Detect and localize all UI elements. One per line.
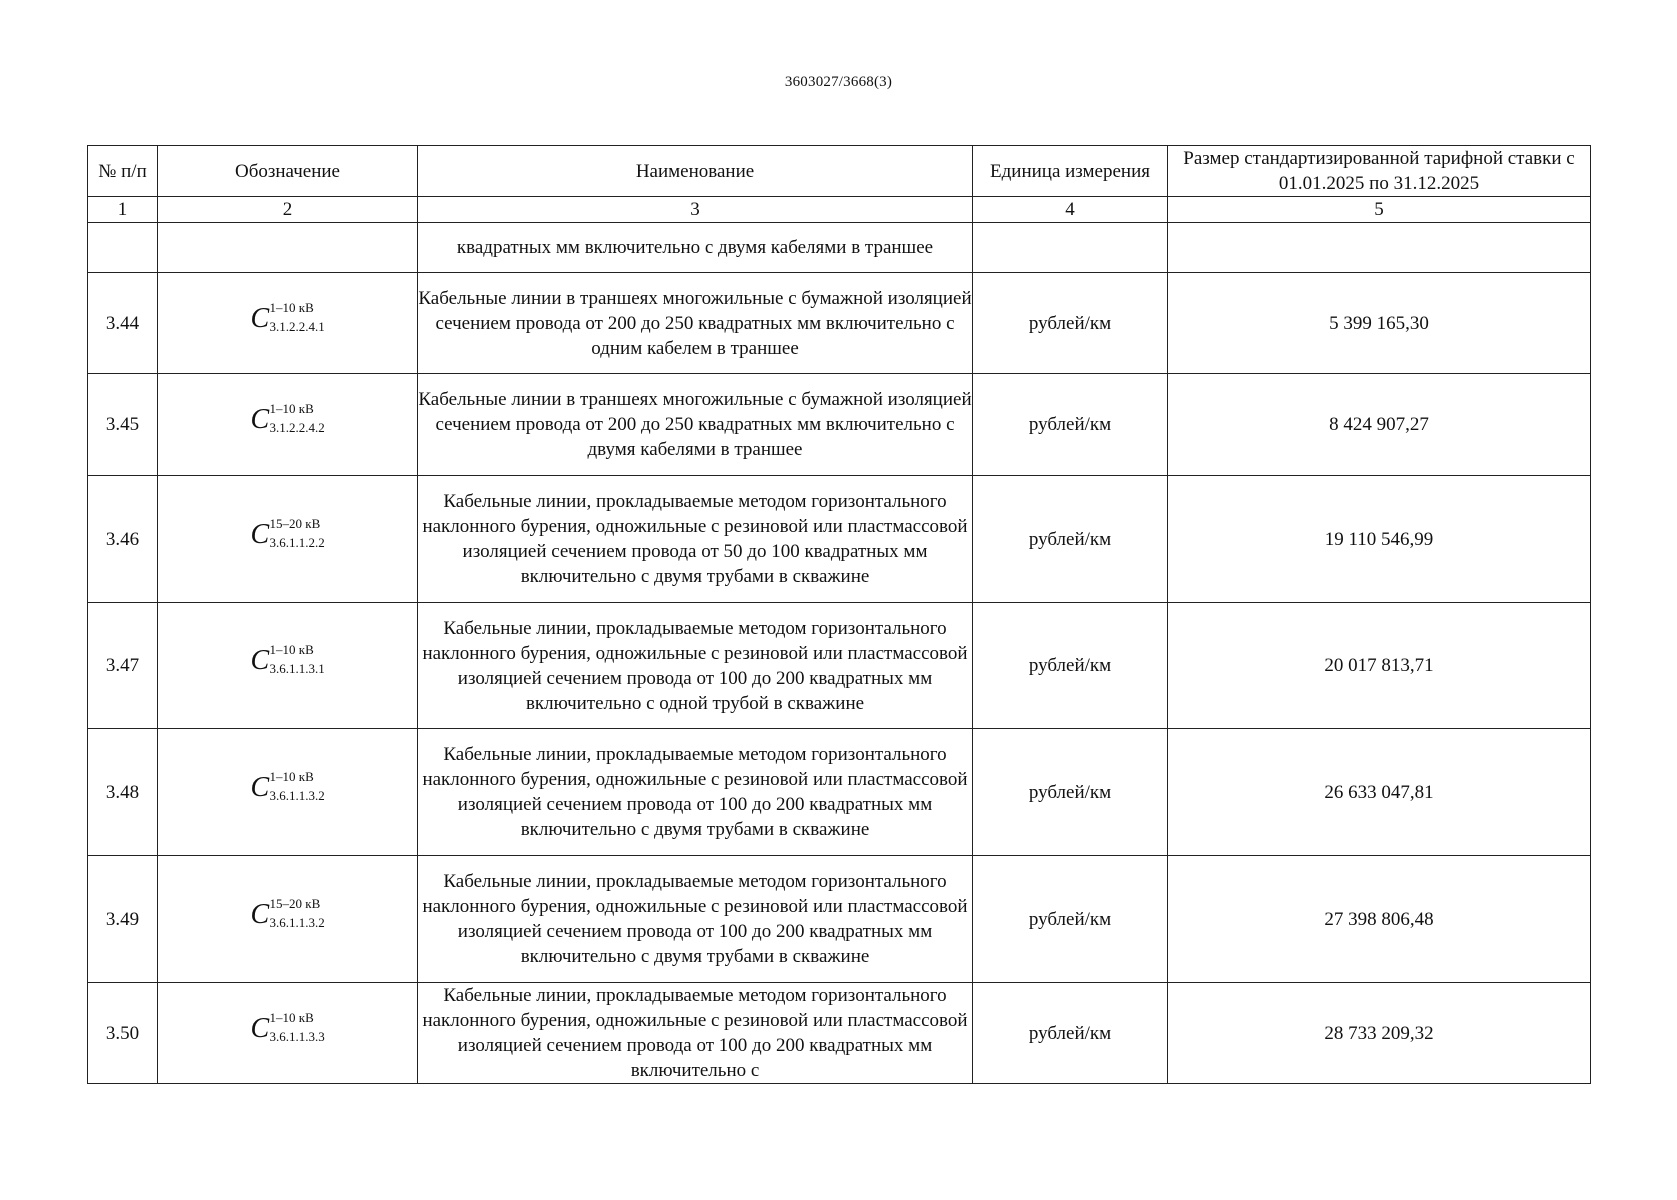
table-row (88, 273, 1591, 374)
table-row (88, 983, 1591, 1084)
column-number: 5 (1168, 197, 1591, 223)
row-designation (158, 273, 418, 374)
designation-formula: C 15–20 кВ 3.6.1.1.2.2 (250, 515, 325, 550)
designation-formula: C 1–10 кВ 3.6.1.1.3.3 (250, 1009, 325, 1044)
row-name: Кабельные линии в траншеях многожильные с бумажной изоляцией сечением провода от 200 до 250 квадратных мм включительно с одним кабелем в траншее (418, 273, 973, 374)
row-name: Кабельные линии, прокладываемые методом горизонтального наклонного бурения, одножильные с резиновой или пластмассовой изоляцией сечением провода от 100 до 200 квадратных мм включительно с двумя трубами в скважине (418, 729, 973, 856)
continuation-row (88, 223, 1591, 273)
header-rate: Размер стандартизированной тарифной ставки с 01.01.2025 по 31.12.2025 (1168, 146, 1591, 197)
designation-formula: C 15–20 кВ 3.6.1.1.3.2 (250, 895, 325, 930)
column-number: 4 (973, 197, 1168, 223)
row-rate: 5 399 165,30 (1168, 273, 1591, 374)
row-designation (158, 983, 418, 1084)
row-number: 3.48 (88, 729, 158, 856)
row-designation (158, 223, 418, 273)
row-unit: рублей/км (973, 273, 1168, 374)
table-row (88, 729, 1591, 856)
row-rate: 27 398 806,48 (1168, 856, 1591, 983)
row-number: 3.44 (88, 273, 158, 374)
header-name: Наименование (418, 146, 973, 197)
table-row (88, 856, 1591, 983)
row-rate: 26 633 047,81 (1168, 729, 1591, 856)
row-rate: 28 733 209,32 (1168, 983, 1591, 1084)
column-number: 2 (158, 197, 418, 223)
row-rate: 8 424 907,27 (1168, 374, 1591, 476)
row-designation (158, 856, 418, 983)
designation-formula: C 1–10 кВ 3.6.1.1.3.1 (250, 642, 325, 676)
table-row (88, 374, 1591, 476)
row-number: 3.47 (88, 603, 158, 729)
column-number-row (88, 197, 1591, 223)
row-rate (1168, 223, 1591, 273)
row-unit: рублей/км (973, 983, 1168, 1084)
row-designation (158, 603, 418, 729)
row-unit (973, 223, 1168, 273)
row-rate: 20 017 813,71 (1168, 603, 1591, 729)
row-number: 3.45 (88, 374, 158, 476)
row-designation (158, 374, 418, 476)
row-name: Кабельные линии, прокладываемые методом горизонтального наклонного бурения, одножильные с резиновой или пластмассовой изоляцией сечением провода от 50 до 100 квадратных мм включительно с двумя трубами в скважине (418, 476, 973, 603)
row-name: Кабельные линии в траншеях многожильные с бумажной изоляцией сечением провода от 200 до 250 квадратных мм включительно с двумя кабелями в траншее (418, 374, 973, 476)
row-number: 3.46 (88, 476, 158, 603)
row-unit: рублей/км (973, 603, 1168, 729)
header-designation: Обозначение (158, 146, 418, 197)
header-row (88, 146, 1591, 197)
row-rate: 19 110 546,99 (1168, 476, 1591, 603)
row-number (88, 223, 158, 273)
column-number: 1 (88, 197, 158, 223)
designation-formula: C 1–10 кВ 3.1.2.2.4.2 (250, 401, 325, 435)
row-name: квадратных мм включительно с двумя кабелями в траншее (418, 223, 973, 273)
header-number: № п/п (88, 146, 158, 197)
row-number: 3.49 (88, 856, 158, 983)
row-unit: рублей/км (973, 374, 1168, 476)
row-name: Кабельные линии, прокладываемые методом горизонтального наклонного бурения, одножильные с резиновой или пластмассовой изоляцией сечением провода от 100 до 200 квадратных мм включительно с двумя трубами в скважине (418, 856, 973, 983)
row-number: 3.50 (88, 983, 158, 1084)
column-number: 3 (418, 197, 973, 223)
table-row (88, 476, 1591, 603)
row-designation (158, 729, 418, 856)
row-unit: рублей/км (973, 476, 1168, 603)
tariff-table (87, 145, 1591, 1084)
header-unit: Единица измерения (973, 146, 1168, 197)
table-row (88, 603, 1591, 729)
designation-formula: C 1–10 кВ 3.6.1.1.3.2 (250, 768, 325, 803)
row-unit: рублей/км (973, 856, 1168, 983)
document-number: 3603027/3668(3) (784, 74, 893, 90)
row-name: Кабельные линии, прокладываемые методом горизонтального наклонного бурения, одножильные с резиновой или пластмассовой изоляцией сечением провода от 100 до 200 квадратных мм включительно с (418, 983, 973, 1084)
row-name: Кабельные линии, прокладываемые методом горизонтального наклонного бурения, одножильные с резиновой или пластмассовой изоляцией сечением провода от 100 до 200 квадратных мм включительно с одной трубой в скважине (418, 603, 973, 729)
designation-formula: C 1–10 кВ 3.1.2.2.4.1 (250, 299, 325, 334)
row-unit: рублей/км (973, 729, 1168, 856)
row-designation (158, 476, 418, 603)
